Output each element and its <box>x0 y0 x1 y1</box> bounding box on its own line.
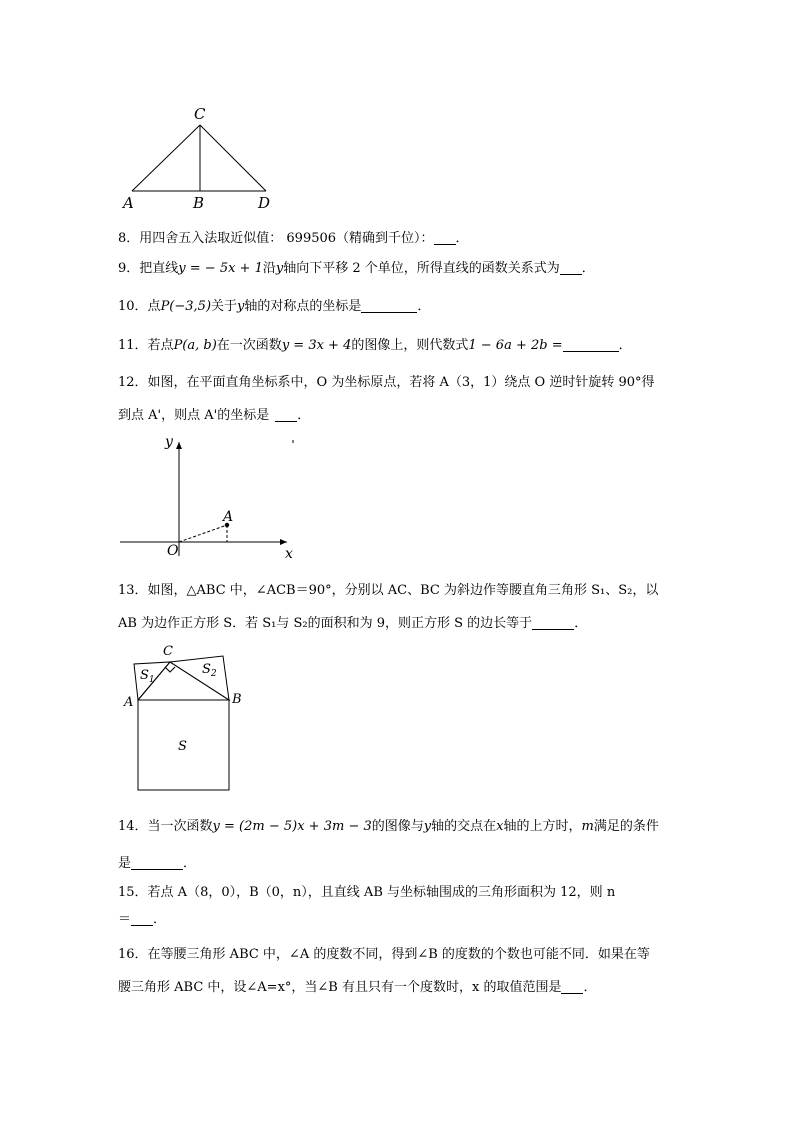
q11-answer-blank <box>563 337 619 352</box>
q9-mid: 沿 <box>262 261 276 276</box>
label-a: A <box>223 509 234 525</box>
question-8 <box>118 222 678 255</box>
label-y: y <box>165 434 173 450</box>
right-angle-marker <box>165 667 175 672</box>
q14-text-d: 轴的上方时， <box>503 819 582 834</box>
label-a: A <box>124 695 134 710</box>
q14-text-e: 满足的条件 <box>593 819 659 834</box>
label-b: B <box>193 194 205 212</box>
question-10 <box>118 290 678 323</box>
q14-axis-x: x <box>496 819 504 834</box>
q8-text: 用四舍五入法取近似值： 699506（精确到千位）： <box>139 231 434 246</box>
question-15 <box>118 876 678 936</box>
q10-text: 关于 <box>211 299 238 314</box>
s2-triangle <box>170 656 229 700</box>
q8-number: 8． <box>118 231 140 246</box>
x-axis-arrow <box>280 539 287 545</box>
q15-line-2: ＝ <box>118 912 132 927</box>
q16-answer-blank <box>561 979 583 994</box>
q11-pre: 若点 <box>147 338 174 353</box>
q10-pre: 点 <box>147 299 161 314</box>
label-c: C <box>163 644 173 659</box>
q14-end: ． <box>183 856 197 871</box>
q13-answer-blank <box>532 615 574 630</box>
q16-line-2: 腰三角形 ABC 中，设∠A=x°，当∠B 有且只有一个度数时，x 的取值范围是 <box>118 980 562 995</box>
q13-end: ． <box>574 616 588 631</box>
coordinate-plane-figure <box>115 430 310 565</box>
q13-line-2: AB 为边作正方形 S．若 S₁与 S₂的面积和为 9，则正方形 S 的边长等于 <box>118 616 533 631</box>
q8-end: ． <box>455 231 469 246</box>
question-9 <box>118 252 678 285</box>
q10-point: P(−3,5) <box>160 299 212 314</box>
question-11 <box>118 329 678 362</box>
label-s1: $S_1$ <box>140 668 155 685</box>
q14-text-b: 的图像与 <box>371 819 424 834</box>
y-axis-arrow <box>176 442 182 449</box>
label-s: S <box>178 739 187 754</box>
q11-expression: 1 − 6a + 2b = <box>468 338 563 353</box>
label-b: B <box>232 692 242 707</box>
q16-end: ． <box>583 980 597 995</box>
q8-answer-blank <box>434 230 456 245</box>
q11-number: 11． <box>118 338 148 353</box>
q12-answer-blank <box>275 407 297 422</box>
q11-text: 在一次函数 <box>216 338 282 353</box>
q14-line-2: 是 <box>118 856 132 871</box>
question-16 <box>118 938 678 1004</box>
q9-end: ． <box>581 261 595 276</box>
q12-end: ． <box>297 408 311 423</box>
label-s2: $S_2$ <box>202 662 217 679</box>
segment-ac <box>132 125 200 191</box>
q15-end: ． <box>153 912 167 927</box>
question-13 <box>118 574 678 640</box>
q11-text2: 的图像上，则代数式 <box>351 338 469 353</box>
question-12 <box>118 366 678 432</box>
label-a: A <box>123 194 134 212</box>
q10-end: ． <box>417 299 431 314</box>
segment-oa-dashed <box>179 525 227 542</box>
q14-answer-blank <box>131 855 183 870</box>
q9-text: 轴向下平移 2 个单位，所得直线的函数关系式为 <box>283 261 560 276</box>
q10-axis: y <box>237 299 245 314</box>
squares-triangle-figure <box>118 640 258 800</box>
q16-line-1: 16．在等腰三角形 ABC 中，∠A 的度数不同，得到∠B 的度数的个数也可能不同．如果在等 <box>118 947 650 962</box>
segment-cd <box>200 125 266 191</box>
q13-line-1: 13．如图，△ABC 中，∠ACB＝90°，分别以 AC、BC 为斜边作等腰直角三角形 S₁、S₂，以 <box>118 583 659 598</box>
triangle-acd-figure <box>118 100 288 215</box>
q15-answer-blank <box>131 911 153 926</box>
q9-answer-blank <box>560 260 582 275</box>
q9-number: 9． <box>118 261 140 276</box>
q10-text2: 轴的对称点的坐标是 <box>244 299 362 314</box>
q14-function: y = (2m − 5)x + 3m − 3 <box>212 819 372 834</box>
q15-line-1: 15．若点 A（8，0），B（0，n），且直线 AB 与坐标轴围成的三角形面积为 12，则 n <box>118 885 616 900</box>
q11-function: y = 3x + 4 <box>281 338 352 353</box>
q14-axis-y: y <box>423 819 432 834</box>
label-d: D <box>258 194 271 212</box>
q10-answer-blank <box>361 298 417 313</box>
label-x: x <box>285 546 293 562</box>
label-o: O <box>167 543 179 559</box>
q14-lead: 14．当一次函数 <box>118 819 213 834</box>
q11-point: P(a, b) <box>173 338 217 353</box>
q12-line-2: 到点 A'，则点 A'的坐标是 <box>118 408 270 423</box>
q14-var-m: m <box>581 819 594 834</box>
q14-text-c: 轴的交点在 <box>431 819 497 834</box>
q12-line-1: 12．如图，在平面直角坐标系中，O 为坐标原点，若将 A（3，1）绕点 O 逆时针旋转 90°得 <box>118 375 655 390</box>
q9-pre: 把直线 <box>139 261 179 276</box>
q9-axis: y <box>275 261 284 276</box>
q10-number: 10． <box>118 299 148 314</box>
label-c: C <box>194 105 206 123</box>
question-14 <box>118 810 678 880</box>
q9-expression: y = − 5x + 1 <box>178 261 263 276</box>
q11-end: ． <box>618 338 632 353</box>
